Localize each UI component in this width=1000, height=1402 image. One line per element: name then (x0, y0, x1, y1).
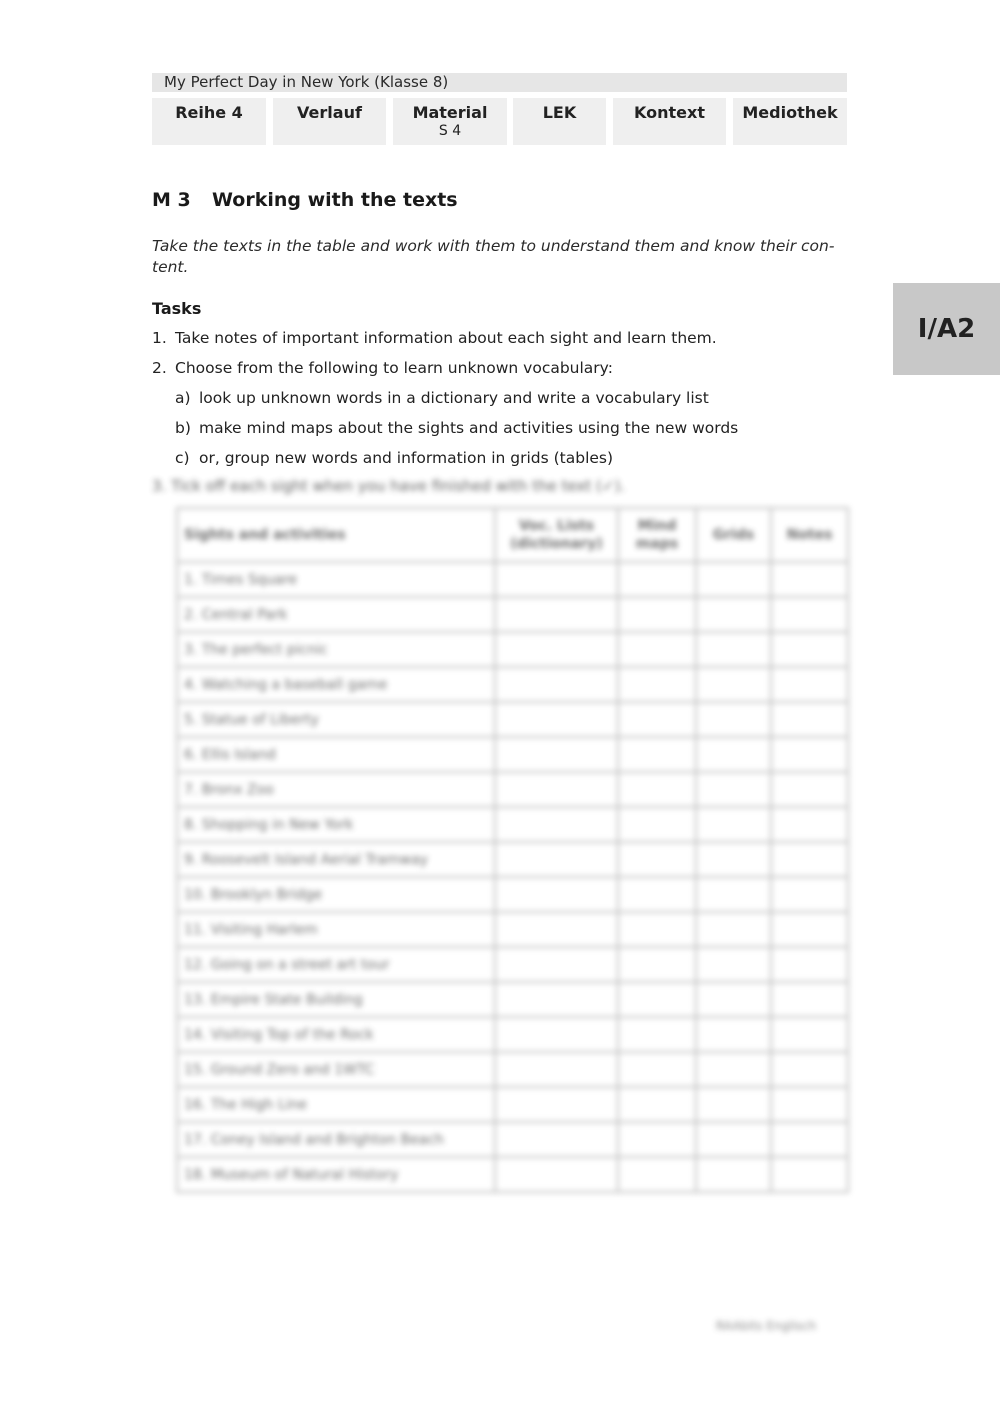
publisher-footer: RAAbits Englisch (716, 1319, 817, 1333)
table-row (177, 877, 848, 912)
check-cell[interactable] (696, 597, 771, 632)
check-cell[interactable] (696, 702, 771, 737)
check-cell[interactable] (618, 1157, 696, 1192)
side-section-tab: I/A2 (893, 283, 1000, 375)
check-cell[interactable] (696, 667, 771, 702)
subtask-item (175, 389, 709, 407)
check-cell[interactable] (696, 982, 771, 1017)
tab-kontext[interactable] (613, 98, 726, 145)
check-cell[interactable] (618, 562, 696, 597)
sight-name: 18. Museum of Natural History (177, 1157, 495, 1192)
tab-label: Verlauf (297, 103, 362, 122)
check-cell[interactable] (771, 597, 848, 632)
sight-name: 2. Central Park (177, 597, 495, 632)
sight-name: 16. The High Line (177, 1087, 495, 1122)
check-cell[interactable] (618, 737, 696, 772)
check-cell[interactable] (495, 772, 618, 807)
check-cell[interactable] (696, 877, 771, 912)
check-cell[interactable] (495, 1157, 618, 1192)
check-cell[interactable] (771, 772, 848, 807)
subtask-item (175, 419, 738, 437)
task-number: 2. (152, 359, 167, 377)
subtask-letter: b) (175, 419, 191, 437)
check-cell[interactable] (618, 842, 696, 877)
material-title: Working with the texts (212, 189, 458, 211)
check-cell[interactable] (696, 1052, 771, 1087)
check-cell[interactable] (696, 947, 771, 982)
sight-name: 8. Shopping in New York (177, 807, 495, 842)
check-cell[interactable] (771, 1087, 848, 1122)
task-text: Choose from the following to learn unknown vocabulary: (175, 359, 613, 377)
column-header: Voc. Lists (dictionary) (495, 508, 618, 562)
check-cell[interactable] (495, 667, 618, 702)
table-row (177, 632, 848, 667)
subtask-letter: c) (175, 449, 190, 467)
table-row (177, 982, 848, 1017)
table-row (177, 667, 848, 702)
material-code: M 3 (152, 189, 191, 211)
check-cell[interactable] (618, 912, 696, 947)
check-cell[interactable] (495, 562, 618, 597)
column-header: Notes (771, 508, 848, 562)
tab-mediothek[interactable] (733, 98, 847, 145)
check-cell[interactable] (696, 772, 771, 807)
series-title: My Perfect Day in New York (Klasse 8) (152, 73, 847, 92)
sight-name: 14. Visiting Top of the Rock (177, 1017, 495, 1052)
check-cell[interactable] (771, 1052, 848, 1087)
subtask-text: or, group new words and information in grids (tables) (199, 449, 614, 467)
table-row (177, 807, 848, 842)
subtask-letter: a) (175, 389, 191, 407)
check-cell[interactable] (696, 562, 771, 597)
sight-name: 6. Ellis Island (177, 737, 495, 772)
table-row (177, 1052, 848, 1087)
table-row (177, 1087, 848, 1122)
sight-name: 13. Empire State Building (177, 982, 495, 1017)
tab-reihe[interactable] (152, 98, 266, 145)
check-cell[interactable] (618, 632, 696, 667)
sight-name: 3. The perfect picnic (177, 632, 495, 667)
tab-label: LEK (542, 103, 577, 122)
table-header-row (177, 508, 848, 562)
check-cell[interactable] (696, 842, 771, 877)
check-cell[interactable] (696, 1122, 771, 1157)
table-row (177, 1017, 848, 1052)
check-cell[interactable] (771, 912, 848, 947)
table-row (177, 1157, 848, 1192)
check-cell[interactable] (618, 772, 696, 807)
check-cell[interactable] (771, 842, 848, 877)
tab-label: Mediothek (742, 103, 838, 122)
check-cell[interactable] (618, 597, 696, 632)
check-cell[interactable] (771, 947, 848, 982)
sight-name: 7. Bronx Zoo (177, 772, 495, 807)
check-cell[interactable] (771, 702, 848, 737)
task-number: 3. (152, 477, 167, 495)
check-cell[interactable] (696, 912, 771, 947)
sight-name: 10. Brooklyn Bridge (177, 877, 495, 912)
check-cell[interactable] (495, 842, 618, 877)
sight-name: 4. Watching a baseball game (177, 667, 495, 702)
sight-name: 1. Times Square (177, 562, 495, 597)
tab-label: Material (412, 103, 488, 122)
check-cell[interactable] (495, 632, 618, 667)
tab-label: Kontext (634, 103, 705, 122)
check-cell[interactable] (771, 632, 848, 667)
table-row (177, 842, 848, 877)
table-row (177, 737, 848, 772)
table-row (177, 912, 848, 947)
task-text: Tick off each sight when you have finished with the text (✓). (171, 477, 626, 495)
check-cell[interactable] (771, 877, 848, 912)
check-cell[interactable] (771, 1017, 848, 1052)
check-cell[interactable] (618, 947, 696, 982)
check-cell[interactable] (696, 1087, 771, 1122)
task-number: 1. (152, 329, 167, 347)
check-cell[interactable] (696, 632, 771, 667)
task-item (152, 329, 717, 347)
subtask-text: look up unknown words in a dictionary and write a vocabulary list (199, 389, 709, 407)
tab-lek[interactable] (513, 98, 606, 145)
check-cell[interactable] (618, 1087, 696, 1122)
sight-name: 12. Going on a street art tour (177, 947, 495, 982)
check-cell[interactable] (618, 877, 696, 912)
column-header: Sights and activities (177, 508, 495, 562)
table-row (177, 1122, 848, 1157)
check-cell[interactable] (495, 877, 618, 912)
check-cell[interactable] (618, 1122, 696, 1157)
check-cell[interactable] (495, 982, 618, 1017)
check-cell[interactable] (495, 702, 618, 737)
tab-label: Reihe 4 (175, 103, 243, 122)
check-cell[interactable] (618, 667, 696, 702)
subtask-item (175, 449, 613, 467)
check-cell[interactable] (495, 737, 618, 772)
tasks-heading: Tasks (152, 299, 202, 318)
check-cell[interactable] (495, 912, 618, 947)
check-cell[interactable] (696, 1157, 771, 1192)
table-row (177, 597, 848, 632)
check-cell[interactable] (771, 1157, 848, 1192)
sight-name: 5. Statue of Liberty (177, 702, 495, 737)
check-cell[interactable] (771, 807, 848, 842)
check-cell[interactable] (495, 1052, 618, 1087)
sight-name: 11. Visiting Harlem (177, 912, 495, 947)
check-cell[interactable] (696, 807, 771, 842)
subtask-text: make mind maps about the sights and activities using the new words (199, 419, 739, 437)
check-cell[interactable] (618, 1017, 696, 1052)
check-cell[interactable] (618, 982, 696, 1017)
check-cell[interactable] (495, 1122, 618, 1157)
check-cell[interactable] (618, 702, 696, 737)
tab-material[interactable] (393, 98, 507, 145)
sight-name: 17. Coney Island and Brighton Beach (177, 1122, 495, 1157)
table-row (177, 947, 848, 982)
sight-name: 9. Roosevelt Island Aerial Tramway (177, 842, 495, 877)
sight-name: 15. Ground Zero and 1WTC (177, 1052, 495, 1087)
checklist-table (176, 507, 849, 1193)
check-cell[interactable] (495, 597, 618, 632)
column-header: Mind maps (618, 508, 696, 562)
page-title (152, 189, 458, 211)
table-row (177, 562, 848, 597)
column-header: Grids (696, 508, 771, 562)
tab-verlauf[interactable] (273, 98, 386, 145)
tab-page-number: S 4 (438, 123, 462, 139)
task-item-3 (152, 477, 625, 495)
task-item (152, 359, 613, 377)
table-row (177, 702, 848, 737)
check-cell[interactable] (696, 737, 771, 772)
task-text: Take notes of important information about each sight and learn them. (175, 329, 717, 347)
check-cell[interactable] (495, 807, 618, 842)
check-cell[interactable] (495, 1087, 618, 1122)
check-cell[interactable] (771, 667, 848, 702)
check-cell[interactable] (771, 737, 848, 772)
section-nav (0, 98, 1000, 146)
check-cell[interactable] (495, 1017, 618, 1052)
check-cell[interactable] (771, 982, 848, 1017)
check-cell[interactable] (618, 807, 696, 842)
intro-text: Take the texts in the table and work with them to understand them and know their con-tent. (152, 237, 835, 276)
table-row (177, 772, 848, 807)
check-cell[interactable] (771, 562, 848, 597)
check-cell[interactable] (696, 1017, 771, 1052)
check-cell[interactable] (618, 1052, 696, 1087)
check-cell[interactable] (495, 947, 618, 982)
check-cell[interactable] (771, 1122, 848, 1157)
